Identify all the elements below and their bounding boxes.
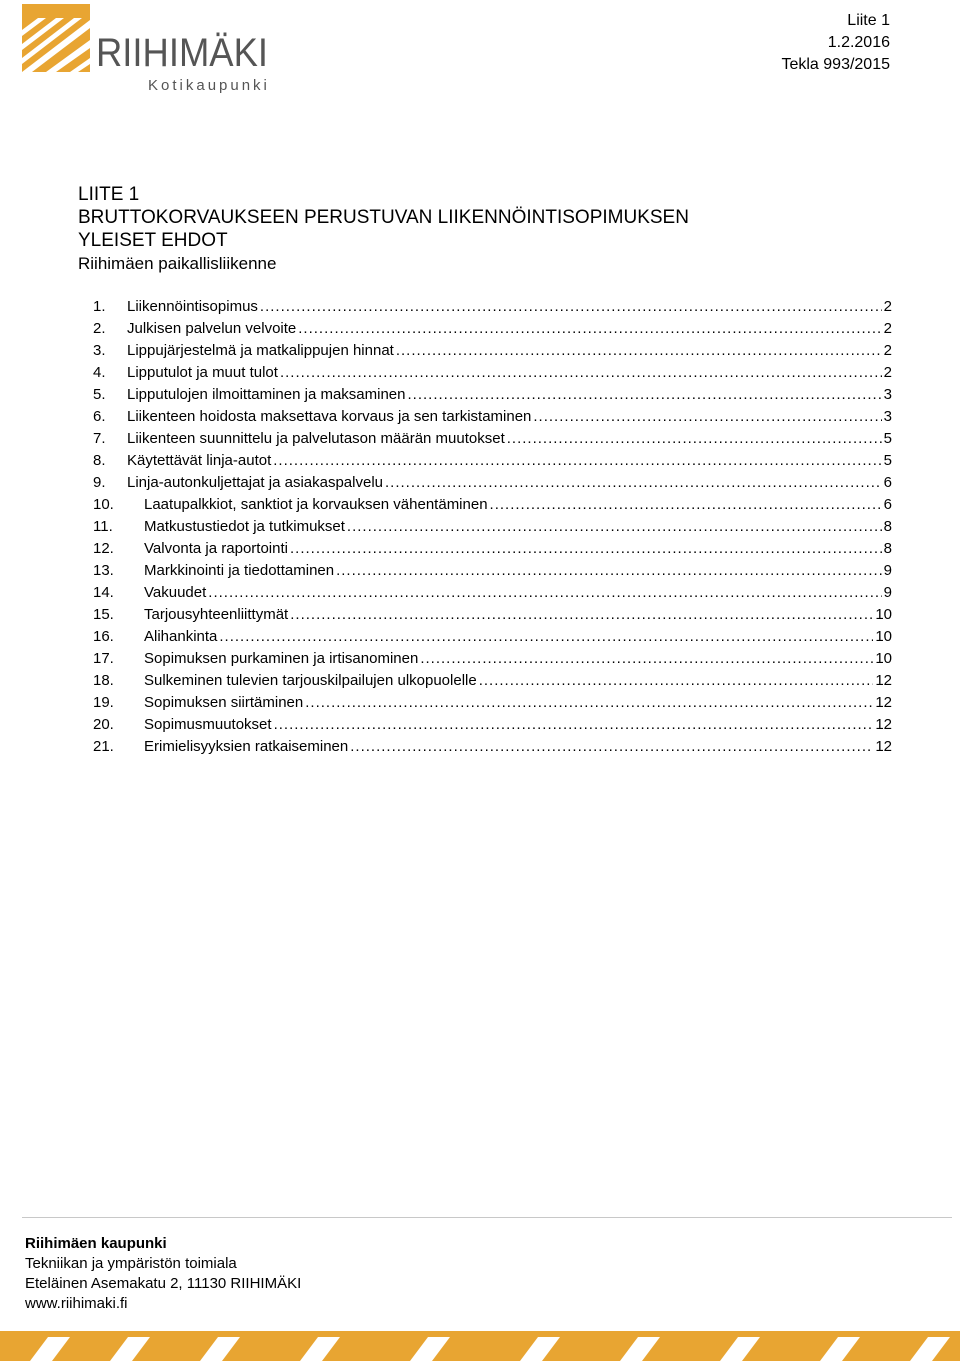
toc-leader <box>290 538 882 560</box>
toc-leader <box>305 692 873 714</box>
toc-title: Käytettävät linja-autot <box>127 452 272 469</box>
document-title <box>78 183 898 275</box>
toc-number: 9. <box>93 474 106 491</box>
toc-title: Sopimuksen siirtäminen <box>144 694 304 711</box>
toc-page: 12 <box>875 738 892 755</box>
document-header <box>781 10 890 76</box>
footer-divider <box>22 1217 952 1218</box>
toc-entry[interactable] <box>93 296 892 318</box>
toc-entry[interactable] <box>93 736 892 758</box>
toc-title: Matkustustiedot ja tutkimukset <box>144 518 345 535</box>
toc-title: Julkisen palvelun velvoite <box>127 320 297 337</box>
toc-number: 7. <box>93 430 106 447</box>
title-line-2: BRUTTOKORVAUKSEEN PERUSTUVAN LIIKENNÖINTISOPIMUKSEN <box>78 207 689 228</box>
logo-wordmark: RIIHIMÄKI <box>96 31 268 75</box>
toc-entry[interactable] <box>93 428 892 450</box>
toc-entry[interactable] <box>93 670 892 692</box>
toc-page: 8 <box>883 540 892 557</box>
toc-number: 19. <box>93 694 114 711</box>
toc-entry[interactable] <box>93 560 892 582</box>
title-line-1: LIITE 1 <box>78 184 140 205</box>
attachment-label: Liite 1 <box>847 12 890 29</box>
toc-page: 12 <box>875 672 892 689</box>
toc-title: Linja-autonkuljettajat ja asiakaspalvelu <box>127 474 383 491</box>
page-footer <box>25 1234 301 1314</box>
toc-leader <box>336 560 882 582</box>
toc-title: Valvonta ja raportointi <box>144 540 288 557</box>
toc-leader <box>407 384 881 406</box>
toc-page: 9 <box>883 562 892 579</box>
toc-page: 2 <box>883 342 892 359</box>
toc-page: 8 <box>883 518 892 535</box>
toc-page: 2 <box>883 298 892 315</box>
toc-page: 6 <box>883 496 892 513</box>
toc-entry[interactable] <box>93 472 892 494</box>
toc-leader <box>274 714 874 736</box>
toc-entry[interactable] <box>93 494 892 516</box>
toc-number: 15. <box>93 606 114 623</box>
toc-title: Lippujärjestelmä ja matkalippujen hinnat <box>127 342 394 359</box>
toc-entry[interactable] <box>93 362 892 384</box>
toc-title: Lipputulojen ilmoittaminen ja maksaminen <box>127 386 406 403</box>
toc-page: 12 <box>875 716 892 733</box>
toc-entry[interactable] <box>93 340 892 362</box>
toc-page: 3 <box>883 386 892 403</box>
toc-number: 3. <box>93 342 106 359</box>
toc-number: 21. <box>93 738 114 755</box>
toc-leader <box>260 296 882 318</box>
toc-title: Liikenteen suunnittelu ja palvelutason määrän muutokset <box>127 430 505 447</box>
toc-entry[interactable] <box>93 406 892 428</box>
toc-number: 14. <box>93 584 114 601</box>
toc-title: Laatupalkkiot, sanktiot ja korvauksen vähentäminen <box>144 496 488 513</box>
toc-entry[interactable] <box>93 450 892 472</box>
toc-leader <box>219 626 873 648</box>
toc-leader <box>479 670 874 692</box>
riihimaki-logo <box>22 4 282 96</box>
toc-leader <box>533 406 881 428</box>
footer-organization: Riihimäen kaupunki <box>25 1235 167 1252</box>
toc-title: Alihankinta <box>144 628 218 645</box>
toc-entry[interactable] <box>93 516 892 538</box>
toc-entry[interactable] <box>93 648 892 670</box>
toc-page: 2 <box>883 364 892 381</box>
toc-title: Liikenteen hoidosta maksettava korvaus ja sen tarkistaminen <box>127 408 532 425</box>
toc-title: Sopimusmuutokset <box>144 716 272 733</box>
toc-page: 5 <box>883 430 892 447</box>
toc-title: Tarjousyhteenliittymät <box>144 606 289 623</box>
toc-entry[interactable] <box>93 692 892 714</box>
footer-address: Eteläinen Asemakatu 2, 11130 RIIHIMÄKI <box>25 1275 302 1292</box>
toc-number: 12. <box>93 540 114 557</box>
document-reference: Tekla 993/2015 <box>781 56 890 73</box>
toc-number: 16. <box>93 628 114 645</box>
toc-page: 12 <box>875 694 892 711</box>
toc-number: 17. <box>93 650 114 667</box>
toc-page: 2 <box>883 320 892 337</box>
logo-tagline: Kotikaupunki <box>148 77 270 94</box>
toc-entry[interactable] <box>93 582 892 604</box>
toc-page: 10 <box>875 628 892 645</box>
toc-page: 5 <box>883 452 892 469</box>
toc-leader <box>420 648 873 670</box>
toc-leader <box>385 472 882 494</box>
footer-website[interactable]: www.riihimaki.fi <box>25 1295 128 1312</box>
toc-entry[interactable] <box>93 604 892 626</box>
logo-mark <box>22 4 90 72</box>
toc-page: 9 <box>883 584 892 601</box>
toc-number: 2. <box>93 320 106 337</box>
toc-number: 1. <box>93 298 106 315</box>
toc-leader <box>290 604 873 626</box>
toc-page: 3 <box>883 408 892 425</box>
toc-leader <box>208 582 881 604</box>
toc-entry[interactable] <box>93 384 892 406</box>
toc-number: 4. <box>93 364 106 381</box>
toc-number: 5. <box>93 386 106 403</box>
toc-entry[interactable] <box>93 626 892 648</box>
toc-leader <box>396 340 882 362</box>
toc-number: 6. <box>93 408 106 425</box>
title-line-3: YLEISET EHDOT <box>78 230 228 251</box>
toc-number: 20. <box>93 716 114 733</box>
toc-leader <box>273 450 881 472</box>
toc-leader <box>298 318 881 340</box>
toc-leader <box>280 362 882 384</box>
toc-title: Lipputulot ja muut tulot <box>127 364 278 381</box>
footer-department: Tekniikan ja ympäristön toimiala <box>25 1255 237 1272</box>
toc-page: 6 <box>883 474 892 491</box>
document-date: 1.2.2016 <box>827 34 890 51</box>
toc-leader <box>507 428 882 450</box>
toc-page: 10 <box>875 650 892 667</box>
toc-title: Liikennöintisopimus <box>127 298 258 315</box>
toc-entry[interactable] <box>93 714 892 736</box>
toc-title: Markkinointi ja tiedottaminen <box>144 562 335 579</box>
toc-leader <box>347 516 882 538</box>
toc-title: Erimielisyyksien ratkaiseminen <box>144 738 349 755</box>
table-of-contents <box>93 296 892 758</box>
toc-leader <box>350 736 873 758</box>
toc-page: 10 <box>875 606 892 623</box>
toc-title: Vakuudet <box>144 584 207 601</box>
toc-leader <box>490 494 882 516</box>
toc-number: 8. <box>93 452 106 469</box>
toc-title: Sulkeminen tulevien tarjouskilpailujen ulkopuolelle <box>144 672 477 689</box>
toc-entry[interactable] <box>93 318 892 340</box>
toc-title: Sopimuksen purkaminen ja irtisanominen <box>144 650 419 667</box>
document-subtitle: Riihimäen paikallisliikenne <box>78 254 277 273</box>
toc-number: 11. <box>93 518 113 535</box>
toc-number: 13. <box>93 562 114 579</box>
toc-entry[interactable] <box>93 538 892 560</box>
footer-stripe-decoration <box>0 1331 960 1361</box>
toc-number: 10. <box>93 496 114 513</box>
toc-number: 18. <box>93 672 114 689</box>
